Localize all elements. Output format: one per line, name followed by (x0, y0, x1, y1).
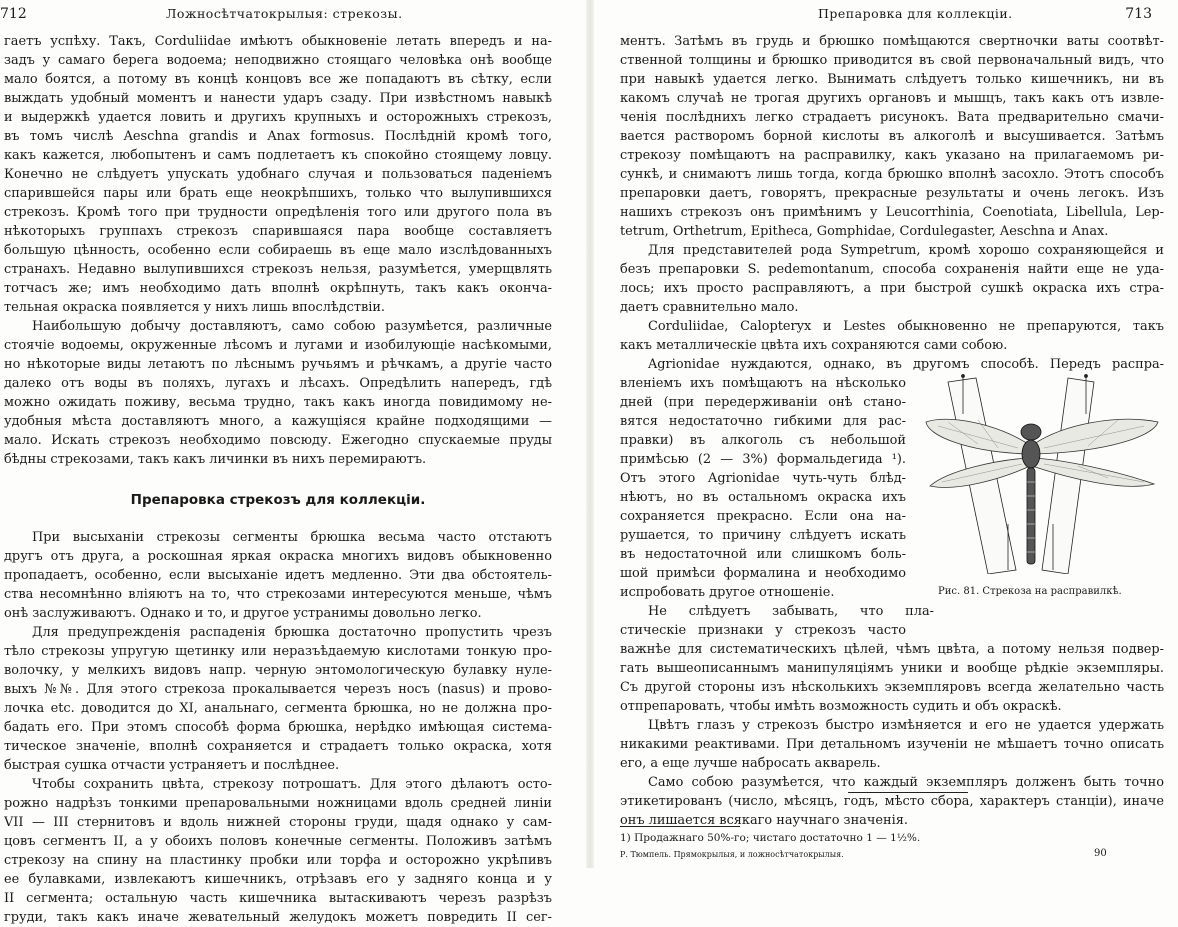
text-line: стоячіе водоемы, окруженные лѣсомъ и лугами и изобилующіе насѣкомыми, (4, 338, 552, 353)
text-line: При высыханіи стрекозы сегменты брюшка весьма часто отстаютъ (32, 530, 552, 545)
footnote: 1) Продажнаго 50%-го; чистаго достаточно 1 — 1½%. (620, 832, 921, 844)
text-line: лочка etc. доводится до XI, анальнаго, сегмента брюшка, но не должна про- (4, 701, 552, 716)
text-line: мало. Искать стрекозъ необходимо повсюду. Ежегодно спускаемые пруды (4, 433, 552, 448)
text-line: VII — III стернитовъ и вдоль нижней стороны груди, щадя однако у сам- (4, 815, 552, 830)
text-line: tetrum, Orthetrum, Epitheca, Gomphidae, Cordulegaster, Aeschna и Anax. (620, 224, 1109, 239)
text-line: Для представителей рода Sympetrum, кромѣ хорошо сохраняющейся и (648, 243, 1164, 258)
right-page (598, 0, 1178, 868)
text-line: рожно надрѣзъ тонкими препаровальными ножницами вдоль средней линіи (4, 796, 552, 811)
text-line: при навыкѣ удается легко. Вынимать слѣдуетъ только кишечникъ, ни въ (620, 72, 1164, 87)
text-line: Не слѣдуетъ забывать, что пла- (648, 604, 934, 619)
text-line: выждать удобный моментъ и нанести ударъ сзаду. При извѣстномъ навыкѣ (4, 91, 552, 106)
figure-side-text (620, 374, 906, 602)
text-line: его, а еще лучше набросать акварель. (620, 756, 881, 771)
text-line: ченія послѣднихъ легко страдаетъ рисунокъ. Вата предварительно смачи- (620, 110, 1164, 125)
paragraph-plastic-features (620, 602, 1164, 716)
text-line: гать вышеописаннымъ манипуляціямъ уники и вообще рѣдкіе экземпляры. (620, 661, 1164, 676)
paragraph-bristle (4, 623, 552, 775)
text-line: Для предупрежденія распаденія брюшка достаточно пропустить чрезъ (32, 625, 552, 640)
text-line: груди, такъ какъ иначе жевательный желудокъ можетъ повредить II сег- (4, 910, 552, 925)
text-line: стическіе признаки у стрекозъ часто (620, 623, 906, 638)
text-line: вленіемъ ихъ помѣщаютъ на нѣсколько (620, 376, 906, 391)
text-line: большую цѣнность, особенно если собираешь въ еще мало изслѣдованныхъ (4, 243, 552, 258)
text-line: пропадаетъ, особенно, если высыханіе идетъ медленно. Эти два обстоятель- (4, 568, 552, 583)
text-line: дней (при передерживаніи онѣ стано- (620, 395, 906, 410)
text-line: испробовать другое отношеніе. (620, 585, 835, 600)
text-line: въ томъ числѣ Aeschna grandis и Anax formosus. Послѣдній кромѣ того, (4, 129, 552, 144)
text-line: важнѣе для систематическихъ цѣлей, чѣмъ цвѣта, а потому нельзя подвер- (620, 642, 1164, 657)
text-line: нѣютъ, но въ остальномъ окраска ихъ (620, 490, 906, 505)
text-line: ства несомнѣнно вліяютъ на то, что стрекозами интересуются меньше, чѣмъ (4, 587, 552, 602)
signature-mark: 90 (1094, 848, 1107, 859)
figure-caption: Рис. 81. Стрекоза на расправилкѣ. (938, 586, 1122, 597)
text-line: препаровки даетъ, говорятъ, прекрасные результаты и очень легокъ. Изъ (620, 186, 1164, 201)
paragraph-gutting (4, 775, 552, 927)
text-line: можно ожидать поживу, весьма трудно, такъ какъ иногда повидимому не- (4, 395, 552, 410)
text-line: Чтобы сохранить цвѣта, стрекозу потрошатъ. Для этого дѣлаютъ осто- (32, 777, 552, 792)
text-line: Отъ этого Agrionidae чуть-чуть блѣд- (620, 471, 906, 486)
text-line: задъ у самаго берега водоема; неподвижно стоящаго человѣка онѣ вообще (4, 53, 552, 68)
text-line: Цвѣтъ глазъ у стрекозъ быстро измѣняется и его не удается удержать (648, 718, 1164, 733)
text-line: примѣсью (2 — 3%) формальдегида ¹). (620, 452, 906, 467)
text-line: бѣдны стрекозами, такъ какъ личинки въ нихъ перемираютъ. (4, 452, 427, 467)
text-line: гаетъ успѣху. Такъ, Corduliidae имѣютъ обыкновеніе летать впередъ и на- (4, 34, 552, 49)
text-line: спарившейся пары или брать еще неокрѣпшихъ, только что вылупившихся (4, 186, 552, 201)
paragraph-eye-colour (620, 716, 1164, 773)
paragraph-sympetrum (620, 241, 1164, 317)
text-line: Agrionidae нуждаются, однако, въ другомъ способѣ. Передъ распра- (648, 357, 1164, 372)
text-line: тѣло стрекозы упругую щетинку или неразъѣдаемую кислотами тонкую про- (4, 644, 552, 659)
text-line: какъ металлическіе цвѣта ихъ сохраняются сами собою. (620, 338, 1008, 353)
text-line: выхъ №№. Для этого стрекоза прокалывается черезъ носъ (nasus) и прово- (4, 682, 552, 697)
text-line: правки) въ алкоголь съ небольшой (620, 433, 906, 448)
text-line: стрекозу на спину на пластинку пробки или торфа и осторожно укрѣпивъ (4, 853, 552, 868)
section-heading: Препаровка стрекозъ для коллекціи. (130, 492, 426, 508)
text-line: Наибольшую добычу доставляютъ, само собою разумѣется, различные (32, 319, 552, 334)
figure-block (620, 374, 1164, 602)
text-line: стрекозъ. Кромѣ того при трудности опредѣленія того или другого пола въ (4, 205, 552, 220)
text-line: тельная окраска появляется у нихъ лишь впослѣдствіи. (4, 300, 386, 315)
text-line: странахъ. Недавно вылупившихся стрекозъ нельзя, разумѣется, умерщвлять (4, 262, 552, 277)
footnote-rule (620, 826, 740, 827)
text-line: и выдержкѣ удается ловить и другихъ крупныхъ и осторожныхъ стрекозъ, (4, 110, 552, 125)
text-line: другъ отъ друга, а роскошная яркая окраска многихъ видовъ обыкновенно (4, 549, 552, 564)
text-line: отпрепаровать, чтобы имѣть возможность судить и объ окраскѣ. (620, 699, 1062, 714)
text-line: цовъ сегментъ II, а у обоихъ половъ конечные сегменты. Положивъ затѣмъ (4, 834, 552, 849)
paragraph-corduliidae (620, 317, 1164, 355)
paragraph-habitats (4, 317, 552, 469)
text-line: Само собою разумѣется, что каждый экземпляръ долженъ быть точно (648, 775, 1164, 790)
text-line: безъ препаровки S. pedemontanum, способа сохраненія найти еще не уда- (620, 262, 1164, 277)
text-line: даетъ сравнительно мало. (620, 300, 799, 315)
paragraph-agrionidae (620, 355, 1164, 374)
text-line: далеко отъ воды въ поляхъ, лугахъ и лѣсахъ. Опредѣлить напередъ, гдѣ (4, 376, 552, 391)
paragraph-drying (4, 528, 552, 623)
dragonfly-on-setting-board-illustration (918, 374, 1164, 574)
paragraph-labelling (620, 773, 1164, 830)
printer-imprint: Р. Тюмпель. Прямокрылыя, и ложносѣтчатокрылыя. (620, 850, 844, 859)
section-end-rule (848, 792, 968, 793)
text-line: вается растворомъ борной кислоты въ алкоголѣ и высушивается. Затѣмъ (620, 129, 1164, 144)
text-line: рушается, то причину слѣдуетъ искать (620, 528, 906, 543)
text-line: волочку, у мелкихъ видовъ напр. черную энтомологическую булавку нуле- (4, 663, 552, 678)
left-page (0, 0, 582, 925)
book-gutter (586, 0, 594, 868)
text-line: бадать его. При этомъ способѣ форма брюшка, нерѣдко имѣющая система- (4, 720, 552, 735)
dragonfly-wings (926, 419, 1158, 487)
text-line: быстрая сушка отчасти устраняетъ и послѣднее. (4, 758, 340, 773)
text-line: Съ другой стороны изъ нѣсколькихъ экземпляровъ всегда желательно часть (620, 680, 1164, 695)
right-body-text (620, 32, 1164, 830)
left-running-head: Ложносѣтчатокрылыя: стрекозы. (166, 6, 403, 21)
text-line: вятся недостаточно гибкими для рас- (620, 414, 906, 429)
text-line: тотчасъ же; имъ необходимо дать вполнѣ окрѣпнуть, такъ какъ оконча- (4, 281, 552, 296)
text-line: этикетированъ (число, мѣсяцъ, годъ, мѣсто сбора, характеръ станціи), иначе (620, 794, 1164, 809)
text-line: но нѣкоторые виды летаютъ по лѣснымъ ручьямъ и рѣчкамъ, а другіе часто (4, 357, 552, 372)
text-line: лось; ихъ просто расправляютъ, а при быстрой сушкѣ окраска ихъ стра- (620, 281, 1164, 296)
left-page-number: 712 (0, 6, 27, 22)
left-body-text (4, 32, 552, 927)
text-line: ментъ. Затѣмъ въ грудь и брюшко помѣщаются свертночки ваты соотвѣт- (620, 34, 1164, 49)
text-line: никакими реактивами. При детальномъ изученіи не мѣшаетъ точно описать (620, 737, 1164, 752)
text-line: Corduliidae, Calopteryx и Lestes обыкновенно не препаруются, такъ (648, 319, 1164, 334)
right-page-number: 713 (1125, 6, 1152, 22)
text-line: шой примѣси формалина и необходимо (620, 566, 906, 581)
text-line: стрекозу помѣщаютъ на расправилку, какъ указано на прилагаемомъ ри- (620, 148, 1164, 163)
right-running-head: Препаровка для коллекціи. (818, 6, 1013, 21)
text-line: ее булавками, извлекаютъ кишечникъ, отрѣзавъ его у задняго конца и у (4, 872, 552, 887)
text-line: сункѣ, и снимаютъ лишь тогда, когда брюшко вполнѣ засохло. Этотъ способъ (620, 167, 1164, 182)
text-line: II сегмента; остальную часть кишечника вытаскиваютъ черезъ разрѣзъ (4, 891, 552, 906)
paragraph-continuation (4, 32, 552, 317)
text-line: въ недостаточной или слишкомъ боль- (620, 547, 906, 562)
text-line: онѣ заслуживаютъ. Однако и то, и другое устранимы довольно легко. (4, 606, 482, 621)
text-line: сохраняется прекрасно. Если она на- (620, 509, 906, 524)
text-line: какъ кажется, любопытенъ и самъ подлетаетъ къ спокойно стоящему ловцу. (4, 148, 552, 163)
paragraph-cotton-fill (620, 32, 1164, 241)
text-line: ственной толщины и брюшко приводится въ свой первоначальный видъ, что (620, 53, 1164, 68)
text-line: нѣкоторыхъ группахъ стрекозъ спарившаяся пара вообще составляетъ (4, 224, 552, 239)
text-line: мало боятся, а потому въ концѣ концовъ все же попадаютъ въ сѣтку, если (4, 72, 552, 87)
text-line: удобныя мѣста доставляютъ много, а кажущіяся крайне подходящими — (4, 414, 552, 429)
dragonfly-body (1021, 424, 1041, 564)
text-line: онъ лишается всякаго научнаго значенія. (620, 813, 908, 828)
text-line: какомъ случаѣ не трогая другихъ органовъ и мышцъ, такъ какъ отъ извле- (620, 91, 1164, 106)
text-line: Конечно не слѣдуетъ упускать удобнаго случая и пользоваться паденіемъ (4, 167, 552, 182)
text-line: тическое значеніе, вполнѣ сохраняется и страдаетъ только окраска, хотя (4, 739, 552, 754)
text-line: нашихъ стрекозъ онъ примѣнимъ у Leucorrhinia, Coenotiata, Libellula, Lep- (620, 205, 1164, 220)
